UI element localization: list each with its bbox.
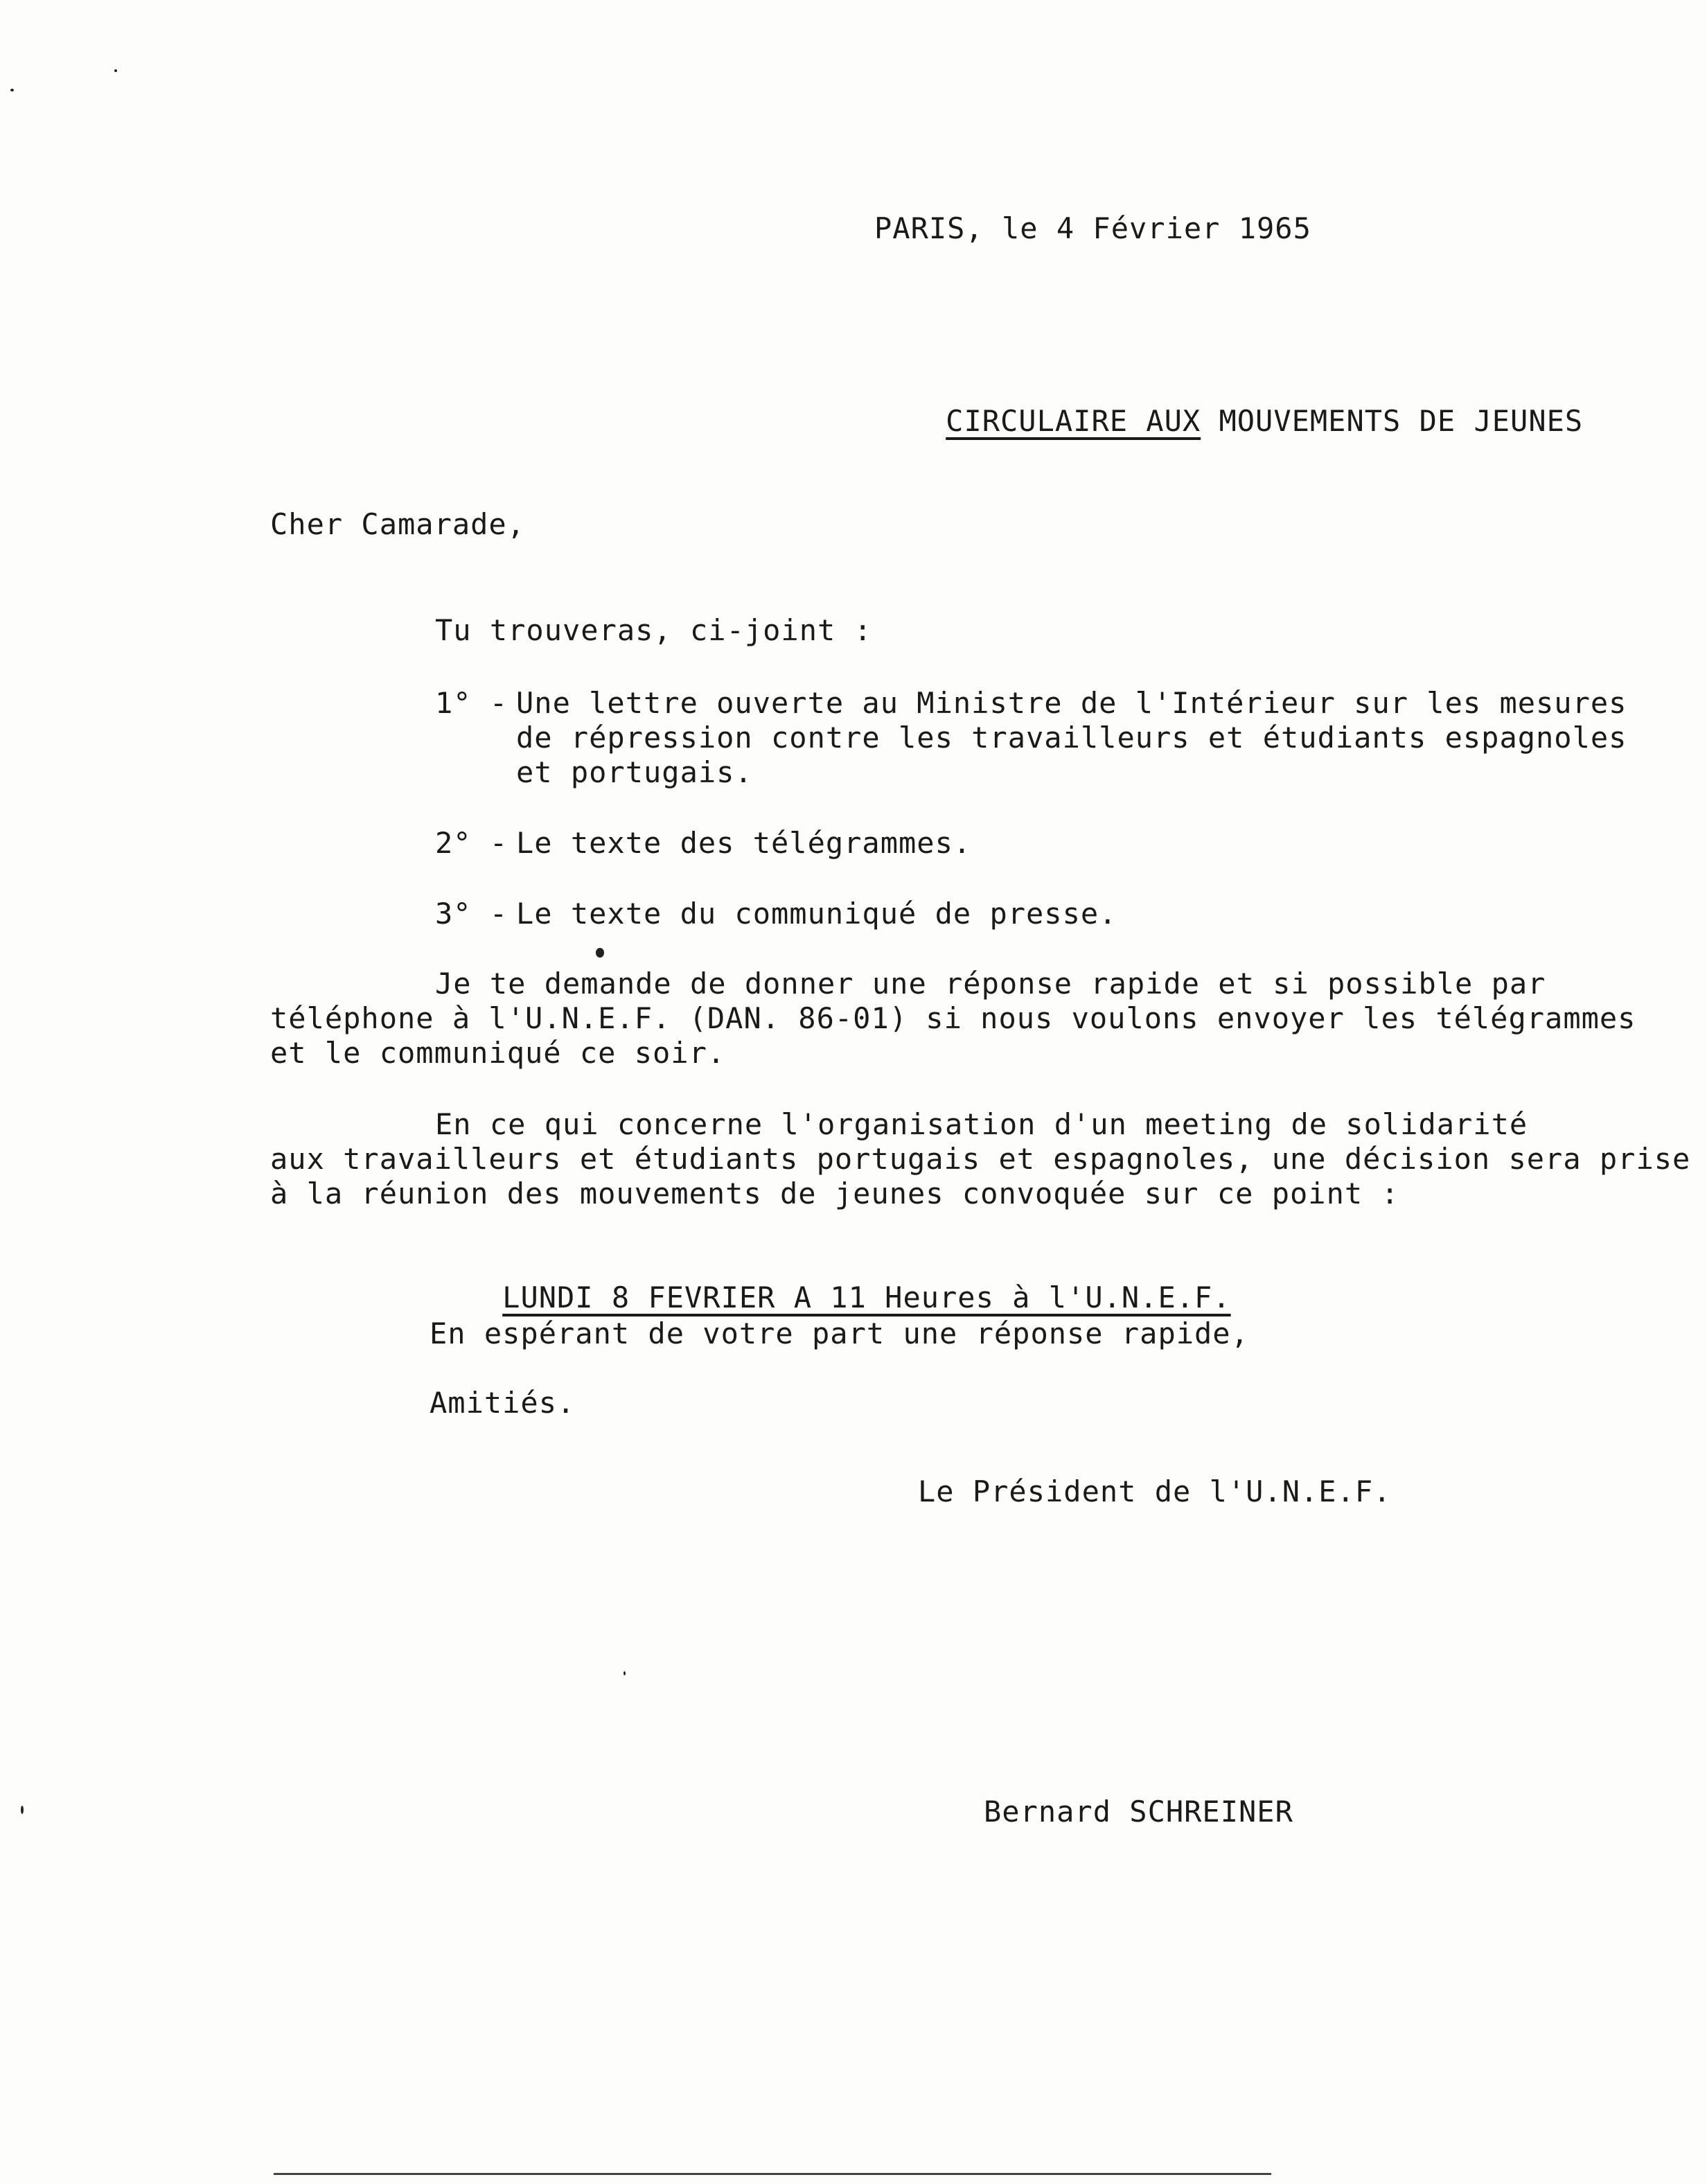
paragraph-2-line-2: aux travailleurs et étudiants portugais et espagnoles, une décision sera prise	[270, 1142, 1691, 1176]
scan-speck	[10, 89, 14, 91]
signature-name: Bernard SCHREINER	[984, 1795, 1293, 1829]
item-1-line-2: de répression contre les travailleurs et étudiants espagnoles	[516, 721, 1627, 755]
bottom-edge-line	[274, 2173, 1271, 2175]
item-1-line-1: Une lettre ouverte au Ministre de l'Intérieur sur les mesures	[516, 686, 1627, 720]
salutation: Cher Camarade,	[270, 507, 526, 541]
date-line: PARIS, le 4 Février 1965	[874, 211, 1311, 245]
scan-speck	[21, 1806, 24, 1814]
intro-line: Tu trouveras, ci-joint :	[435, 613, 872, 647]
scan-speck	[596, 948, 604, 958]
item-2-line-1: Le texte des télégrammes.	[516, 826, 972, 860]
signature-title: Le Président de l'U.N.E.F.	[918, 1474, 1392, 1508]
scan-speck	[114, 69, 117, 72]
paragraph-1-line-3: et le communiqué ce soir.	[270, 1036, 726, 1070]
item-3-line-1: Le texte du communiqué de presse.	[516, 897, 1117, 931]
meeting-text: LUNDI 8 FEVRIER A 11 Heures à l'U.N.E.F.	[502, 1280, 1231, 1314]
paragraph-2-line-3: à la réunion des mouvements de jeunes convoquée sur ce point :	[270, 1177, 1399, 1210]
subject-underlined: CIRCULAIRE AUX	[946, 404, 1201, 438]
sign-off: Amitiés.	[430, 1386, 576, 1420]
subject-rest: MOUVEMENTS DE JEUNES	[1219, 404, 1584, 438]
paragraph-2-line-1: En ce qui concerne l'organisation d'un meeting de solidarité	[435, 1107, 1528, 1141]
item-1-number: 1° -	[435, 686, 508, 720]
scan-speck	[623, 1671, 626, 1675]
paragraph-1-line-1: Je te demande de donner une réponse rapide et si possible par	[435, 967, 1546, 1001]
paragraph-1-line-2: téléphone à l'U.N.E.F. (DAN. 86-01) si nous voulons envoyer les télégrammes	[270, 1001, 1636, 1035]
item-1-line-3: et portugais.	[516, 755, 753, 789]
item-2-number: 2° -	[435, 826, 508, 860]
closing-line: En espérant de votre part une réponse rapide,	[430, 1316, 1249, 1350]
item-3-number: 3° -	[435, 897, 508, 931]
subject-line	[873, 369, 1583, 473]
